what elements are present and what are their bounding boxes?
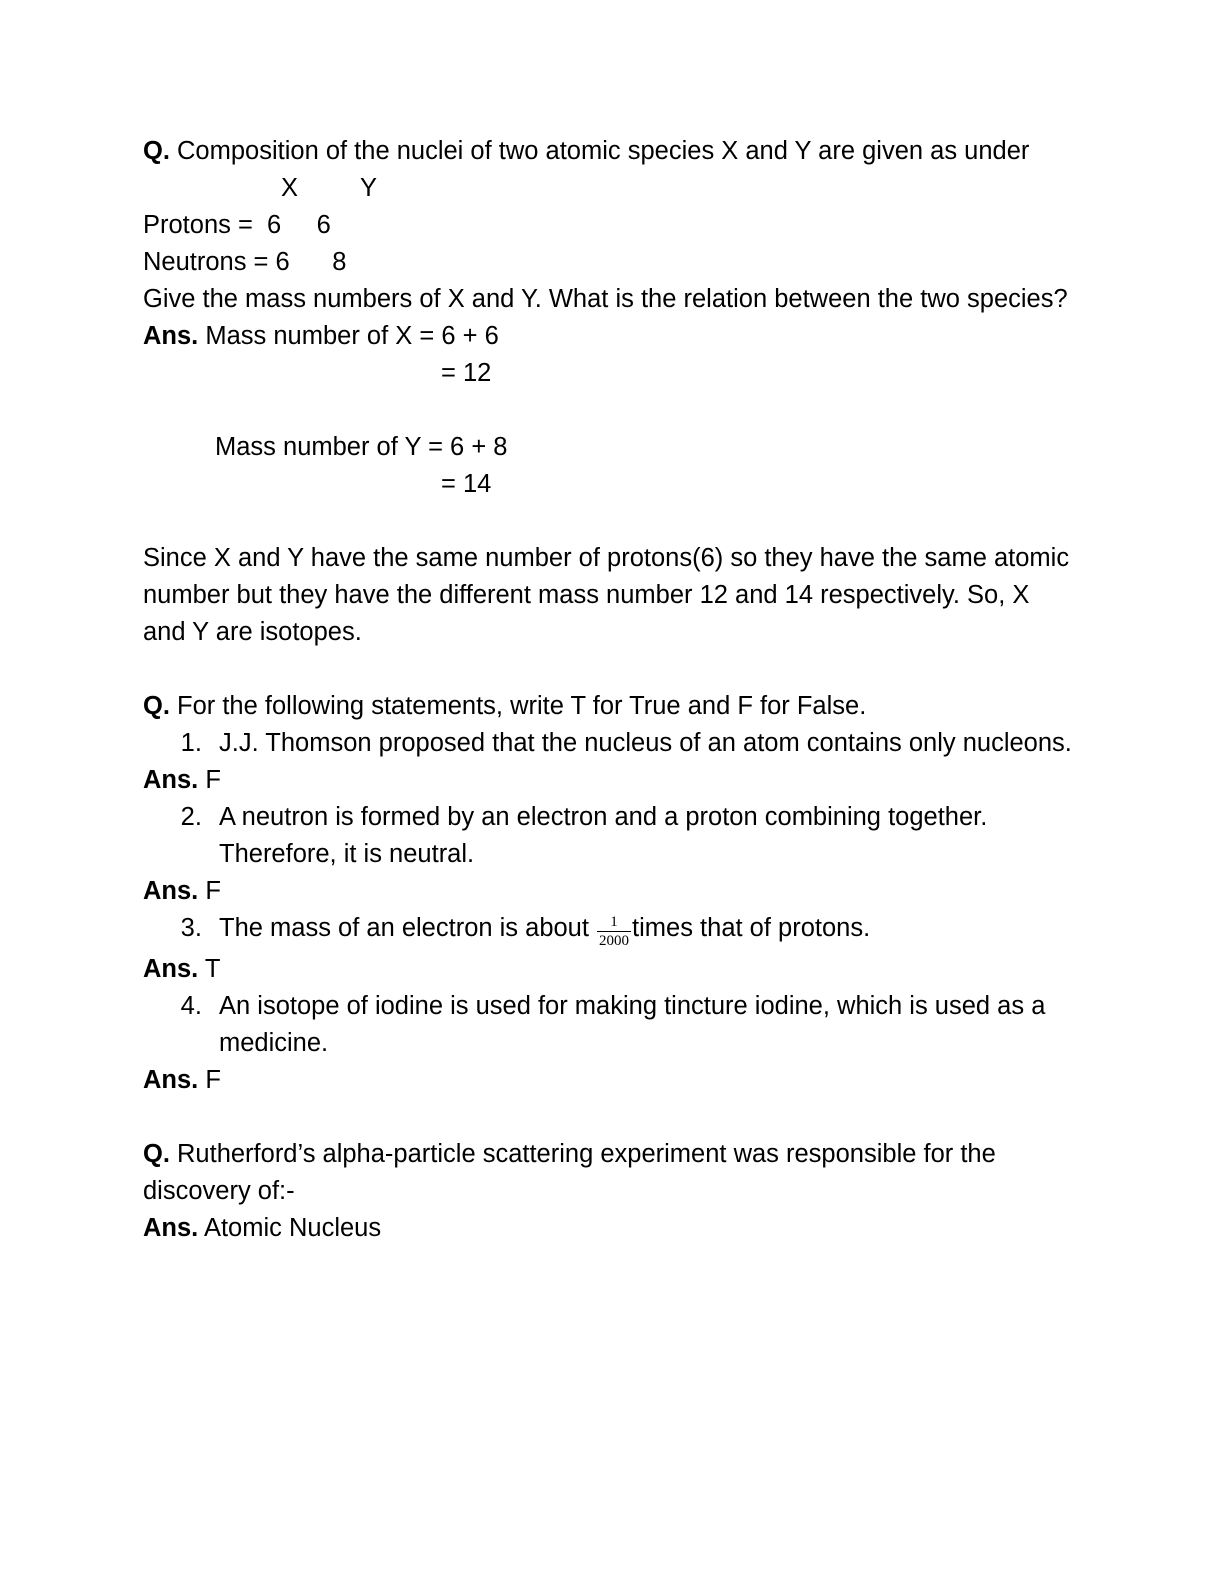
answer-1-text: Mass number of X = 6 + 6 <box>205 322 499 350</box>
composition-table-header <box>143 170 1073 207</box>
question-1-prompt-spacer <box>170 137 177 165</box>
question-2-spacer <box>170 692 177 720</box>
answer-1-line-3: Mass number of Y = 6 + 8 <box>215 433 508 461</box>
answer-2-3-spacer <box>198 955 205 983</box>
statement-3-text-after: times that of protons. <box>632 914 871 942</box>
answer-1-line-2: = 12 <box>441 359 492 387</box>
row-value-neutrons-x: 6 <box>275 248 290 276</box>
fraction-bar <box>597 931 631 932</box>
row-gap <box>253 211 267 239</box>
statement-list-item-1 <box>143 725 1073 762</box>
answer-2-4 <box>143 1062 1073 1099</box>
fraction-denominator: 2000 <box>599 932 630 949</box>
list-item: 1. J.J. Thomson proposed that the nucleus of an atom contains only nucleons. <box>209 725 1073 762</box>
question-3-spacer <box>170 1140 177 1168</box>
list-item: 2. A neutron is formed by an electron and a proton combining together. Therefore, it is neutral. <box>209 799 1073 873</box>
statement-list-item-2 <box>143 799 1073 873</box>
answer-2-1 <box>143 762 1073 799</box>
question-2-label: Q. <box>143 692 170 720</box>
row-label-neutrons: Neutrons = <box>143 248 269 276</box>
answer-2-3-value: T <box>204 954 221 983</box>
question-1-label: Q. <box>143 137 170 165</box>
table-row <box>143 207 1073 244</box>
question-3-label: Q. <box>143 1139 170 1168</box>
question-1-block <box>143 133 1073 170</box>
row-value-protons-y: 6 <box>316 211 331 239</box>
statement-list-item-4 <box>143 988 1073 1062</box>
row-gap-3 <box>268 248 275 276</box>
answer-2-4-value: F <box>205 1065 221 1094</box>
column-header-x: X <box>281 174 299 202</box>
list-item <box>209 910 1073 951</box>
vertical-spacer <box>143 392 1073 429</box>
answer-2-3 <box>143 951 1073 988</box>
fraction-numerator: 1 <box>610 913 618 930</box>
answer-2-2-label: Ans. <box>143 877 199 905</box>
column-header-y: Y <box>360 174 378 202</box>
question-3-block <box>143 1136 1073 1210</box>
answer-1-line-4: = 14 <box>441 470 492 498</box>
row-value-protons-x: 6 <box>267 211 282 239</box>
answer-2-3-label: Ans. <box>143 954 199 983</box>
answer-2-2 <box>143 873 1073 910</box>
question-3-prompt: Rutherford’s alpha-particle scattering experiment was responsible for the discovery of:- <box>143 1139 996 1205</box>
statement-3-text-before: The mass of an electron is about <box>219 914 597 942</box>
isotope-explanation: Since X and Y have the same number of protons(6) so they have the same atomic number but they have the different mass number 12 and 14 respectively. So, X and Y are isotopes. <box>143 544 1070 646</box>
question-1-prompt: Composition of the nuclei of two atomic species X and Y are given as under <box>177 137 1030 165</box>
answer-2-2-value: F <box>205 877 221 905</box>
fraction-one-over-2000 <box>597 915 631 949</box>
answer-2-1-label: Ans. <box>143 766 199 794</box>
row-value-neutrons-y: 8 <box>332 248 347 276</box>
answer-1-label: Ans. <box>143 322 199 350</box>
list-item: 4. An isotope of iodine is used for making tincture iodine, which is used as a medicine. <box>209 988 1073 1062</box>
vertical-spacer <box>143 1099 1073 1136</box>
row-label-protons: Protons = <box>143 211 253 239</box>
table-row <box>143 244 1073 281</box>
row-gap-4 <box>290 248 333 276</box>
answer-3-label: Ans. <box>143 1213 199 1242</box>
vertical-spacer <box>143 503 1073 540</box>
answer-3 <box>143 1210 1073 1247</box>
question-2-prompt: For the following statements, write T for True and F for False. <box>177 692 867 720</box>
row-gap-2 <box>281 211 316 239</box>
answer-3-value: Atomic Nucleus <box>203 1213 382 1242</box>
answer-2-1-value: F <box>205 766 221 794</box>
answer-1-line-1 <box>143 318 1073 355</box>
question-1-prompt-2: Give the mass numbers of X and Y. What is the relation between the two species? <box>143 285 1068 313</box>
question-2-block <box>143 688 1073 725</box>
document-body <box>143 133 1073 1247</box>
vertical-spacer <box>143 651 1073 688</box>
answer-2-4-label: Ans. <box>143 1065 199 1094</box>
statement-list-item-3 <box>143 910 1073 951</box>
